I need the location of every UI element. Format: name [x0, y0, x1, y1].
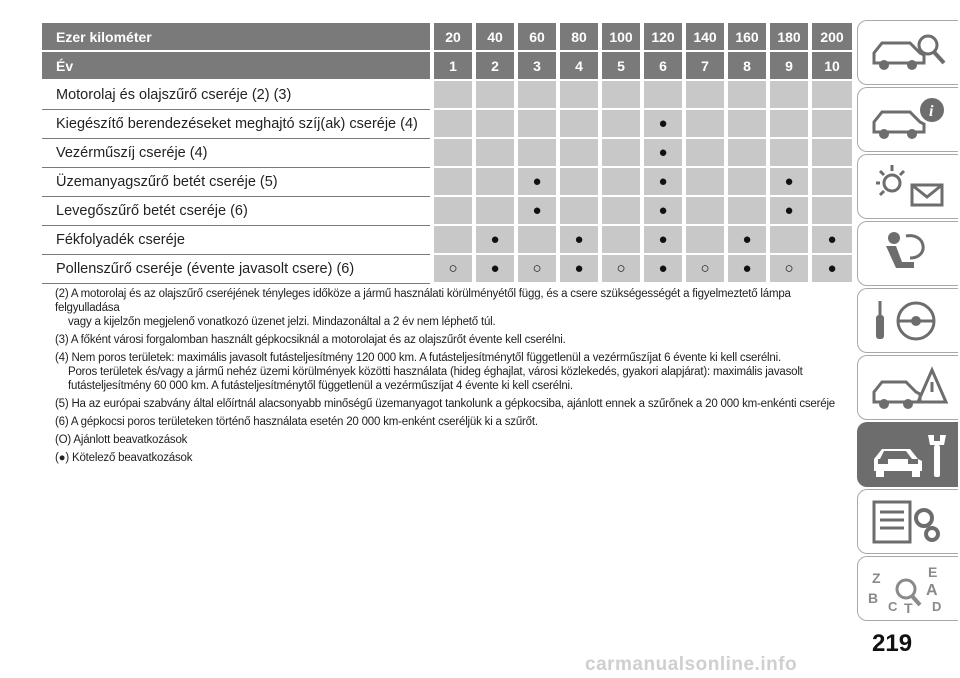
row-label: Fékfolyadék cseréje — [42, 225, 432, 254]
header-km-row-cell: 20 — [432, 23, 474, 51]
header-km-row-cell: 80 — [558, 23, 600, 51]
maintenance-mark: ● — [642, 167, 684, 196]
index-letter: E — [928, 564, 938, 580]
maintenance-mark — [558, 167, 600, 196]
header-year-row-cell: 9 — [768, 51, 810, 80]
footnotes — [55, 287, 840, 469]
header-year-row-cell: 10 — [810, 51, 852, 80]
maintenance-mark: ● — [474, 254, 516, 283]
row-label: Vezérműszíj cseréje (4) — [42, 138, 432, 167]
maintenance-mark — [516, 138, 558, 167]
tab-safety[interactable] — [857, 221, 958, 286]
legend-mandatory — [55, 451, 840, 465]
tab-starting[interactable] — [857, 288, 958, 353]
header-km-row — [42, 23, 852, 51]
header-km-row-cell: 180 — [768, 23, 810, 51]
maintenance-mark: ● — [810, 254, 852, 283]
maintenance-mark — [600, 138, 642, 167]
maintenance-mark — [432, 167, 474, 196]
maintenance-mark: ● — [474, 225, 516, 254]
maintenance-mark: ● — [642, 138, 684, 167]
maintenance-mark: ● — [558, 254, 600, 283]
note-4-line-3: futásteljesítmény 60 000 km. A futásteljesítménytől függetlenül a vezérműszíjat 4 évente ki kell cserélni. — [68, 380, 573, 392]
maintenance-mark — [600, 196, 642, 225]
car-wrench-icon — [866, 429, 950, 481]
maintenance-mark: ● — [726, 225, 768, 254]
maintenance-mark — [684, 225, 726, 254]
header-year-row-cell: 7 — [684, 51, 726, 80]
header-year-row-cell: 4 — [558, 51, 600, 80]
maintenance-mark — [684, 109, 726, 138]
car-search-icon — [866, 27, 950, 79]
index-letter: C — [888, 599, 898, 614]
maintenance-mark — [810, 109, 852, 138]
maintenance-mark — [600, 80, 642, 109]
maintenance-mark — [558, 109, 600, 138]
note-2-line-1: (2) A motorolaj és az olajszűrő cseréjének tényleges időköze a jármű használati körülményétől függ, és a csere szükségességét a figyelmeztető lámpa felgyulladása — [55, 288, 791, 314]
maintenance-mark — [432, 196, 474, 225]
maintenance-mark — [726, 80, 768, 109]
note-3: (3) A főként városi forgalomban használt gépkocsiknál a motorolajat és az olajszűrőt évente kell cserélni. — [55, 334, 566, 346]
maintenance-mark — [810, 196, 852, 225]
header-year-row-cell: 1 — [432, 51, 474, 80]
tab-maintenance[interactable] — [857, 422, 958, 487]
legend-mandatory-text: ) Kötelező beavatkozások — [65, 452, 193, 464]
maintenance-mark — [516, 80, 558, 109]
warning-light-icon — [866, 161, 950, 213]
maintenance-mark — [432, 109, 474, 138]
maintenance-mark — [558, 80, 600, 109]
maintenance-mark — [600, 109, 642, 138]
legend-recommended: (O) Ajánlott beavatkozások — [55, 434, 188, 446]
maintenance-mark — [474, 167, 516, 196]
header-km-row-cell: 160 — [726, 23, 768, 51]
maintenance-mark — [558, 196, 600, 225]
table-row — [42, 225, 852, 254]
header-km-row-cell: 100 — [600, 23, 642, 51]
maintenance-mark — [810, 138, 852, 167]
table-row — [42, 109, 852, 138]
header-km-row-cell: 140 — [684, 23, 726, 51]
header-year-row-cell: 6 — [642, 51, 684, 80]
header-km-row-cell: 60 — [516, 23, 558, 51]
maintenance-mark: ○ — [768, 254, 810, 283]
legend-mandatory-open: ( — [55, 452, 59, 464]
maintenance-mark — [432, 80, 474, 109]
maintenance-mark — [474, 196, 516, 225]
maintenance-mark — [684, 80, 726, 109]
note-2-line-2: vagy a kijelzőn megjelenő vonatkozó üzenet jelzi. Mindazonáltal a 2 év nem léphető túl. — [68, 316, 496, 328]
table-row — [42, 167, 852, 196]
table-row — [42, 254, 852, 283]
header-km-row-cell: 200 — [810, 23, 852, 51]
maintenance-table — [42, 23, 852, 284]
table-row — [42, 138, 852, 167]
maintenance-mark — [474, 80, 516, 109]
maintenance-mark — [600, 225, 642, 254]
key-steering-icon — [866, 295, 950, 347]
maintenance-mark: ● — [642, 196, 684, 225]
maintenance-mark — [768, 225, 810, 254]
note-6: (6) A gépkocsi poros területeken történő használata esetén 20 000 km-enként cseréljük ki a szűrőt. — [55, 416, 538, 428]
maintenance-mark — [810, 80, 852, 109]
legend-mandatory-dot: ● — [58, 452, 66, 464]
svg-text:i: i — [929, 103, 934, 120]
maintenance-mark: ● — [516, 196, 558, 225]
header-year-row-cell: 3 — [516, 51, 558, 80]
maintenance-mark — [432, 225, 474, 254]
tab-car-search[interactable] — [857, 20, 958, 85]
watermark: carmanualsonline.info — [585, 654, 798, 675]
maintenance-mark — [810, 167, 852, 196]
maintenance-mark: ● — [558, 225, 600, 254]
header-year-row — [42, 51, 852, 80]
maintenance-mark — [726, 109, 768, 138]
note-4-line-2: Poros területek és/vagy a jármű nehéz üzemi körülmények közötti használata (hideg éghajlat, városi közlekedés, gyakori alapjárat): maximális javasolt — [68, 366, 803, 378]
maintenance-mark — [432, 138, 474, 167]
maintenance-mark — [642, 80, 684, 109]
maintenance-mark — [600, 167, 642, 196]
maintenance-mark: ○ — [432, 254, 474, 283]
maintenance-mark — [684, 138, 726, 167]
header-km-row-cell: 120 — [642, 23, 684, 51]
header-year-row-cell: 2 — [474, 51, 516, 80]
index-letter: B — [868, 590, 879, 606]
maintenance-mark: ● — [768, 167, 810, 196]
index-letter: A — [926, 582, 938, 599]
header-year-row-cell: 8 — [726, 51, 768, 80]
maintenance-mark: ● — [810, 225, 852, 254]
index-letter: D — [932, 599, 942, 614]
alphabet-index-icon — [866, 563, 950, 615]
maintenance-mark — [516, 109, 558, 138]
maintenance-mark: ● — [642, 254, 684, 283]
row-label: Levegőszűrő betét cseréje (6) — [42, 196, 432, 225]
maintenance-mark — [474, 109, 516, 138]
maintenance-mark — [768, 109, 810, 138]
note-4-line-1: (4) Nem poros területek: maximális javasolt futásteljesítmény 120 000 km. A futásteljesítménytől függetlenül a vezérműszíjat 6 évente ki kell cserélni. — [55, 352, 781, 364]
index-letter: T — [904, 600, 913, 615]
table-row — [42, 196, 852, 225]
maintenance-mark — [516, 225, 558, 254]
airbag-seat-icon — [866, 228, 950, 280]
maintenance-mark — [768, 80, 810, 109]
maintenance-mark — [726, 167, 768, 196]
maintenance-mark — [684, 167, 726, 196]
note-4 — [55, 351, 840, 393]
tab-index[interactable] — [857, 556, 958, 621]
index-letter: Z — [872, 570, 881, 586]
header-year-row-label: Év — [42, 51, 432, 80]
tab-car-info[interactable] — [857, 87, 958, 152]
maintenance-mark — [726, 196, 768, 225]
header-km-row-cell: 40 — [474, 23, 516, 51]
maintenance-mark — [474, 138, 516, 167]
row-label: Pollenszűrő cseréje (évente javasolt csere) (6) — [42, 254, 432, 283]
maintenance-mark: ● — [726, 254, 768, 283]
maintenance-mark — [684, 196, 726, 225]
maintenance-mark: ○ — [600, 254, 642, 283]
maintenance-mark — [768, 138, 810, 167]
table-row — [42, 80, 852, 109]
maintenance-mark: ● — [768, 196, 810, 225]
note-2 — [55, 287, 840, 329]
page-number: 219 — [872, 630, 913, 657]
tab-technical-data[interactable] — [857, 489, 958, 554]
maintenance-mark: ○ — [516, 254, 558, 283]
row-label: Üzemanyagszűrő betét cseréje (5) — [42, 167, 432, 196]
tab-emergency[interactable] — [857, 355, 958, 420]
row-label: Kiegészítő berendezéseket meghajtó szíj(ak) cseréje (4) — [42, 109, 432, 138]
header-km-row-label: Ezer kilométer — [42, 23, 432, 51]
maintenance-mark — [726, 138, 768, 167]
header-year-row-cell: 5 — [600, 51, 642, 80]
maintenance-mark — [558, 138, 600, 167]
note-5: (5) Ha az európai szabvány által előírtnál alacsonyabb minőségű üzemanyagot tankolunk a gépkocsiba, ajánlott ennek a szűrőnek a 20 000 km-enkénti cseréje — [55, 398, 835, 410]
car-breakdown-icon — [866, 362, 950, 414]
tab-warning-lights[interactable] — [857, 154, 958, 219]
maintenance-mark: ● — [516, 167, 558, 196]
row-label: Motorolaj és olajszűrő cseréje (2) (3) — [42, 80, 432, 109]
maintenance-mark: ○ — [684, 254, 726, 283]
maintenance-mark: ● — [642, 225, 684, 254]
car-info-icon — [866, 94, 950, 146]
list-settings-icon — [866, 496, 950, 548]
maintenance-mark: ● — [642, 109, 684, 138]
